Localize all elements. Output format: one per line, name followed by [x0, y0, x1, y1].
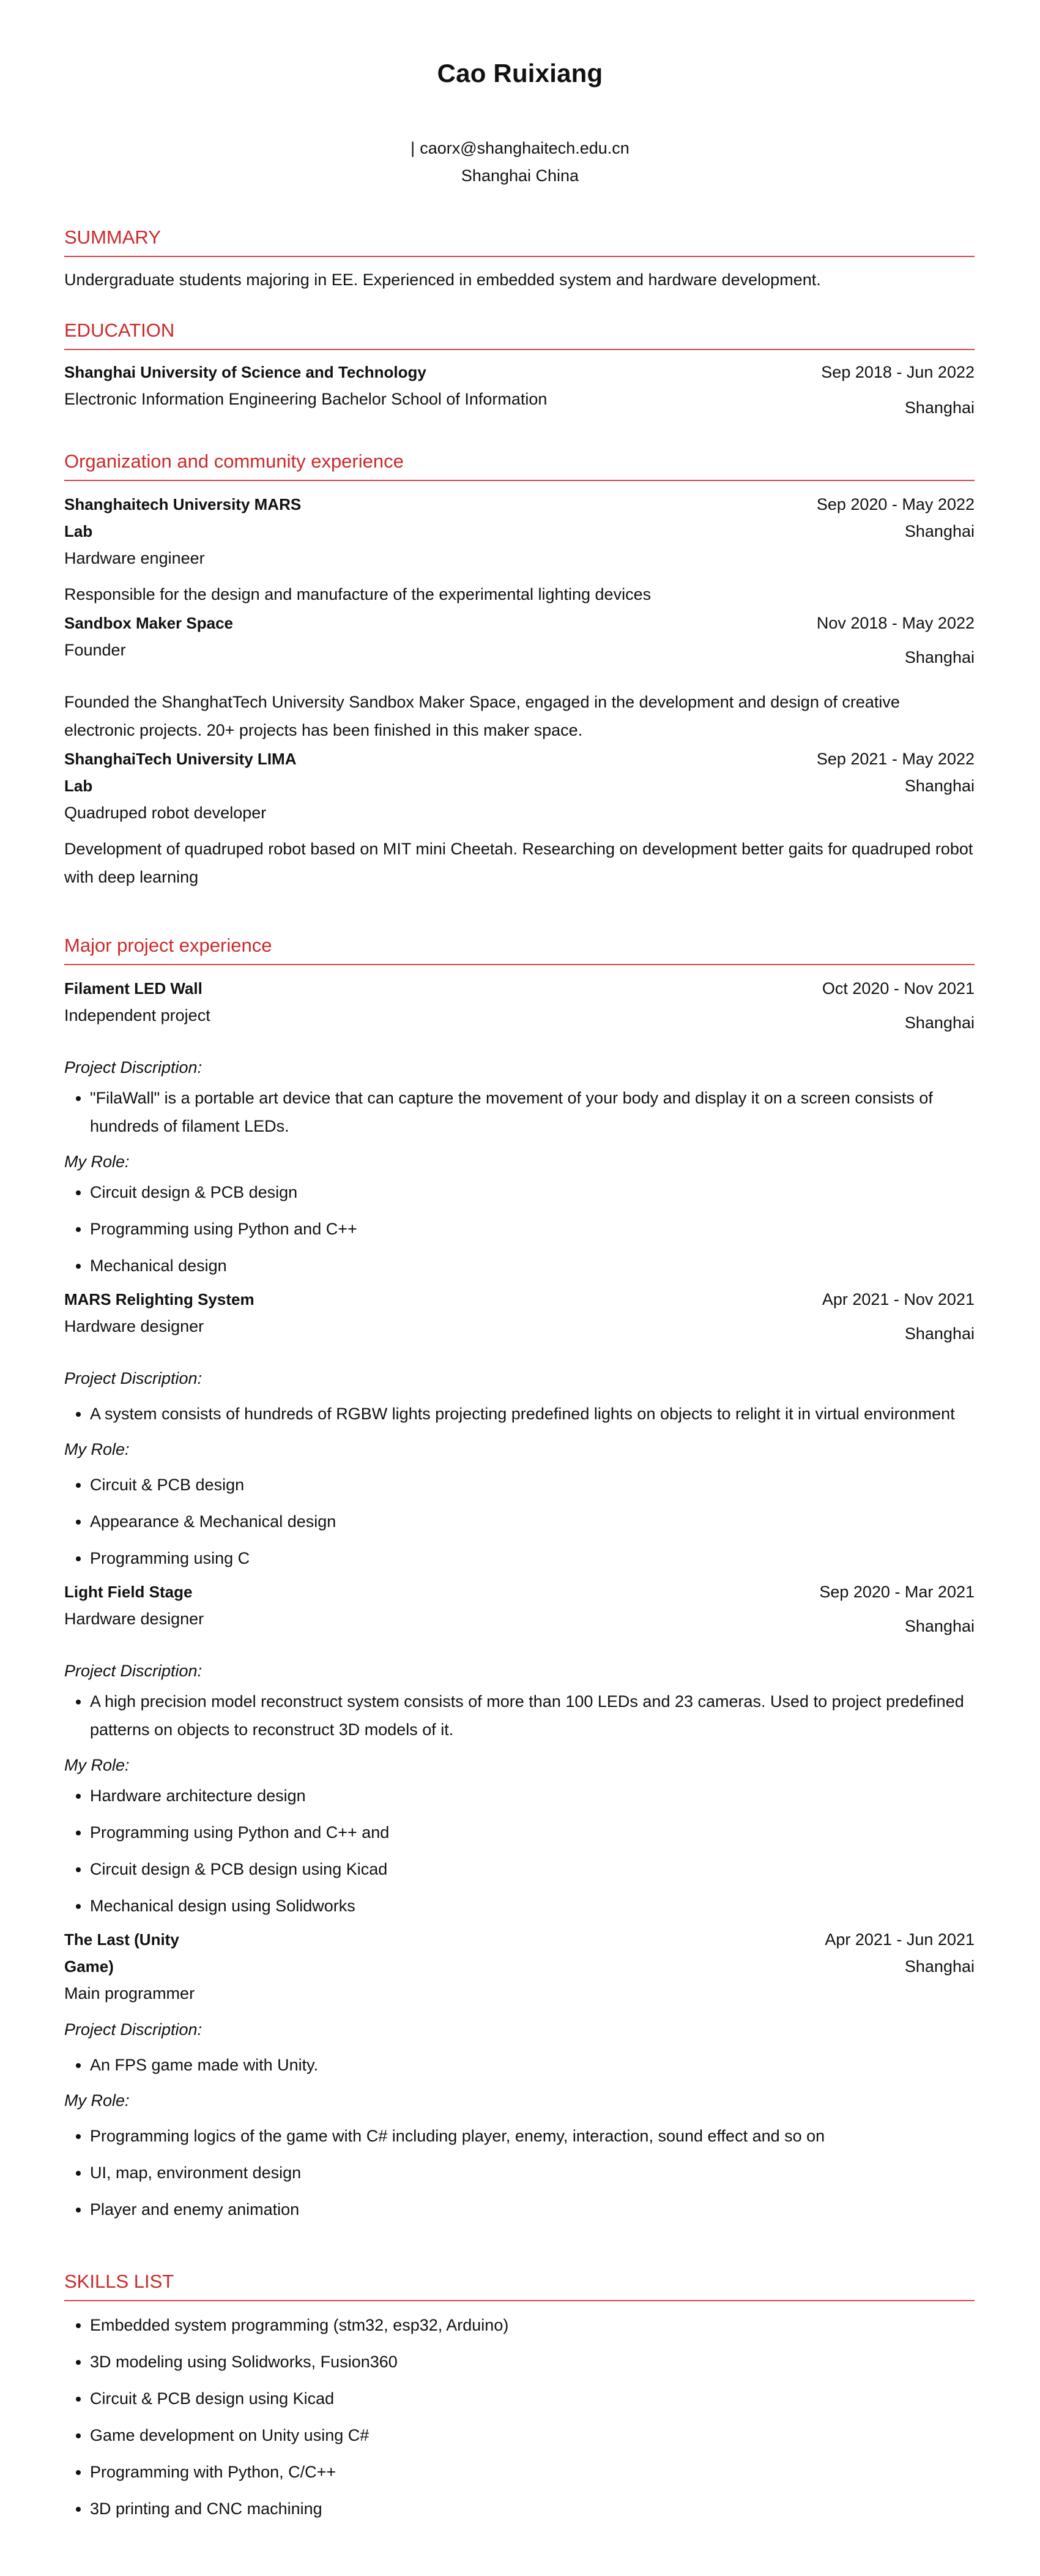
- project-name: Filament LED Wall: [64, 979, 202, 998]
- project-name: The Last (Unity Game): [64, 1930, 179, 1976]
- list-item: • Programming using Python and C++ and: [90, 1818, 975, 1846]
- org-entry-location: Shanghai: [904, 777, 975, 795]
- project-disc-list: [64, 2051, 975, 2079]
- org-section: [64, 450, 975, 891]
- list-item: • Mechanical design: [90, 1252, 975, 1280]
- list-item: • "FilaWall" is a portable art device that can capture the movement of your body and display it on a screen consists of hundreds of filament LEDs.: [90, 1084, 975, 1140]
- org-entry-date: Sep 2020 - May 2022: [816, 495, 975, 513]
- list-item: • Programming with Python, C/C++: [90, 2458, 975, 2486]
- list-item: • Programming using C: [90, 1544, 975, 1572]
- project-date: Oct 2020 - Nov 2021: [822, 979, 975, 998]
- list-item: • Player and enemy animation: [90, 2195, 975, 2223]
- org-entry-desc: Development of quadruped robot based on MIT mini Cheetah. Researching on development better gaits for quadruped robot with deep learning: [64, 840, 973, 886]
- education-section: [64, 319, 975, 426]
- project-entry: [64, 1926, 975, 2223]
- project-location: Shanghai: [904, 1324, 975, 1343]
- list-item: • A high precision model reconstruct system consists of more than 100 LEDs and 23 cameras. Used to project predefined patterns on objects to reconstruct 3D models of it.: [90, 1687, 975, 1744]
- org-entry-desc: Founded the ShanghatTech University Sandbox Maker Space, engaged in the development and design of creative electronic projects. 20+ projects has been finished in this maker space.: [64, 693, 900, 739]
- skills-title: SKILLS LIST: [64, 2271, 975, 2301]
- list-item: • Game development on Unity using C#: [90, 2421, 975, 2449]
- project-entry: [64, 1286, 975, 1572]
- summary-text: Undergraduate students majoring in EE. Experienced in embedded system and hardware development.: [64, 271, 821, 289]
- org-entry-date: Nov 2018 - May 2022: [816, 614, 975, 632]
- project-entry: [64, 975, 975, 1280]
- project-name: MARS Relighting System: [64, 1290, 254, 1309]
- org-entry-location: Shanghai: [904, 522, 975, 540]
- list-item: • Embedded system programming (stm32, esp32, Arduino): [90, 2311, 975, 2339]
- email-text: caorx@shanghaitech.edu.cn: [420, 139, 630, 157]
- list-item: • An FPS game made with Unity.: [90, 2051, 975, 2079]
- list-item: • A system consists of hundreds of RGBW lights projecting predefined lights on objects to relight it in virtual environment: [90, 1400, 975, 1428]
- list-item: • Mechanical design using Solidworks: [90, 1892, 975, 1920]
- list-item: • Appearance & Mechanical design: [90, 1507, 975, 1536]
- project-role-label: My Role:: [64, 1756, 130, 1774]
- list-item: • Programming logics of the game with C# including player, enemy, interaction, sound effect and so on: [90, 2122, 975, 2150]
- list-item: • Programming using Python and C++: [90, 1215, 975, 1243]
- project-disc-list: [64, 1084, 975, 1140]
- project-role: Hardware designer: [64, 1317, 204, 1335]
- project-disc-label: Project Discription:: [64, 1662, 202, 1680]
- list-item: • UI, map, environment design: [90, 2159, 975, 2187]
- project-date: Sep 2020 - Mar 2021: [819, 1583, 975, 1601]
- list-item: • Circuit & PCB design: [90, 1471, 975, 1499]
- list-item: • 3D printing and CNC machining: [90, 2495, 975, 2523]
- education-entry: [64, 359, 975, 426]
- project-location: Shanghai: [904, 1957, 975, 1976]
- org-entry-name: ShanghaiTech University LIMA Lab: [64, 750, 297, 795]
- project-disc-label: Project Discription:: [64, 2020, 202, 2039]
- list-item: • 3D modeling using Solidworks, Fusion360: [90, 2348, 975, 2376]
- org-entry-name: Sandbox Maker Space: [64, 614, 233, 632]
- list-item: • Circuit & PCB design using Kicad: [90, 2384, 975, 2413]
- org-entry-date: Sep 2021 - May 2022: [816, 750, 975, 768]
- contact-location: Shanghai China: [461, 166, 579, 185]
- org-entry-desc: Responsible for the design and manufacture of the experimental lighting devices: [64, 585, 652, 603]
- resume-name: Cao Ruixiang: [437, 59, 603, 88]
- project-role-label: My Role:: [64, 1152, 130, 1171]
- org-entry-role: Hardware engineer: [64, 549, 205, 567]
- project-role-label: My Role:: [64, 2091, 130, 2110]
- contact-block: | caorx@shanghaitech.edu.cn Shanghai China: [0, 135, 1040, 190]
- project-role-list: [64, 1782, 975, 1920]
- education-date: Sep 2018 - Jun 2022: [821, 363, 975, 381]
- org-entry-name: Shanghaitech University MARS Lab: [64, 495, 302, 540]
- project-disc-list: [64, 1400, 975, 1428]
- org-entry-role: Quadruped robot developer: [64, 804, 267, 822]
- projects-section: [64, 935, 975, 2223]
- skills-list: [64, 2311, 975, 2523]
- project-name: Light Field Stage: [64, 1583, 193, 1601]
- list-item: • Circuit design & PCB design using Kicad: [90, 1855, 975, 1883]
- org-entry: [64, 491, 975, 608]
- org-entry: [64, 745, 975, 891]
- project-role: Hardware designer: [64, 1610, 204, 1628]
- education-location: Shanghai: [904, 398, 975, 417]
- project-role: Main programmer: [64, 1984, 195, 2003]
- education-school: Shanghai University of Science and Technology: [64, 363, 426, 381]
- project-role-list: [64, 1178, 975, 1280]
- org-entry-location: Shanghai: [904, 648, 975, 666]
- org-title: Organization and community experience: [64, 450, 975, 481]
- list-item: • Circuit design & PCB design: [90, 1178, 975, 1206]
- summary-section: [64, 226, 975, 294]
- project-location: Shanghai: [904, 1014, 975, 1032]
- org-entry: [64, 610, 975, 744]
- summary-title: SUMMARY: [64, 226, 975, 257]
- project-role-list: [64, 2122, 975, 2223]
- project-disc-label: Project Discription:: [64, 1369, 202, 1387]
- project-location: Shanghai: [904, 1617, 975, 1635]
- project-date: Apr 2021 - Nov 2021: [822, 1290, 975, 1309]
- project-role: Independent project: [64, 1006, 210, 1025]
- project-date: Apr 2021 - Jun 2021: [825, 1930, 975, 1949]
- project-entry: [64, 1578, 975, 1920]
- project-role-label: My Role:: [64, 1440, 130, 1458]
- education-title: EDUCATION: [64, 319, 975, 350]
- project-disc-label: Project Discription:: [64, 1058, 202, 1077]
- projects-title: Major project experience: [64, 935, 975, 965]
- project-disc-list: [64, 1687, 975, 1744]
- education-degree: Electronic Information Engineering Bachelor School of Information: [64, 390, 548, 408]
- skills-section: [64, 2271, 975, 2523]
- list-item: • Hardware architecture design: [90, 1782, 975, 1810]
- project-role-list: [64, 1471, 975, 1572]
- org-entry-role: Founder: [64, 641, 126, 659]
